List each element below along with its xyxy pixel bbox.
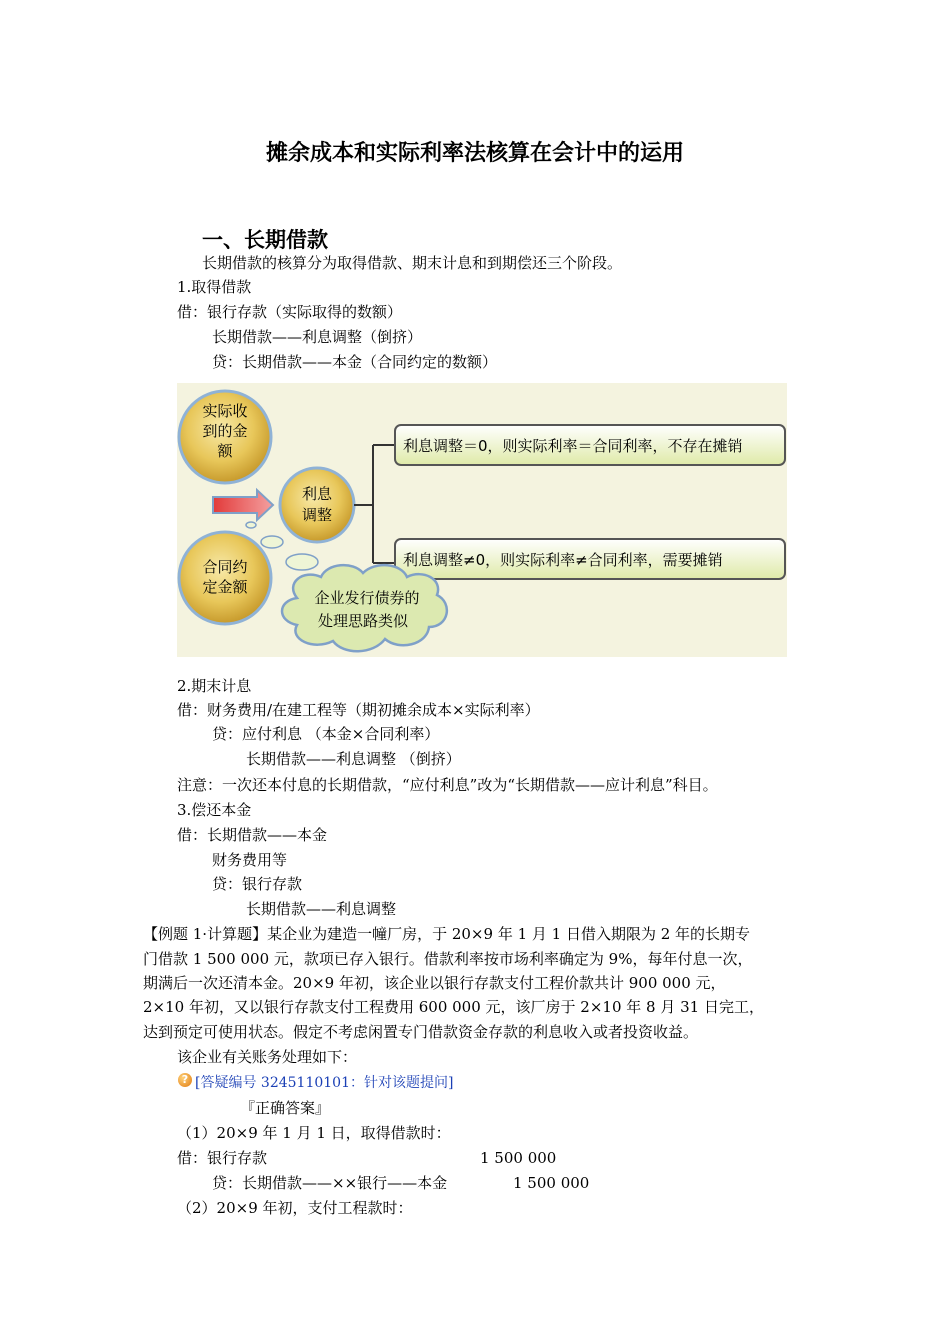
example-line: 达到预定可使用状态。假定不考虑闲置专门借款资金存款的利息收入或者投资收益。 xyxy=(143,1023,699,1041)
journal-line: 长期借款——利息调整 （倒挤） xyxy=(246,750,461,768)
box-top-text: 利息调整＝0，则实际利率＝合同利率，不存在摊销 xyxy=(403,437,743,455)
circle-top-line: 实际收 xyxy=(202,402,248,420)
circle-bottom-line: 合同约 xyxy=(202,558,248,576)
journal-line: 借：银行存款（实际取得的数额） xyxy=(177,303,403,321)
circle-top-line: 额 xyxy=(217,442,233,460)
journal-line: 借：长期借款——本金 xyxy=(177,826,328,844)
example-line: 2×10 年初，又以银行存款支付工程费用 600 000 元，该厂房于 2×10 年 8 月 31 日完工， xyxy=(143,998,764,1016)
document-title: 摊余成本和实际利率法核算在会计中的运用 xyxy=(265,141,684,166)
note-line: 注意：一次还本付息的长期借款，“应付利息”改为“长期借款——应计利息”科目。 xyxy=(177,776,718,794)
step3-heading: 3.偿还本金 xyxy=(177,801,252,819)
step2-heading: 2.期末计息 xyxy=(177,677,252,695)
circle-top-line: 到的金 xyxy=(202,422,248,440)
box-bottom-text: 利息调整≠0，则实际利率≠合同利率，需要摊销 xyxy=(403,551,723,569)
section-intro: 长期借款的核算分为取得借款、期末计息和到期偿还三个阶段。 xyxy=(202,254,623,272)
section-heading: 一、长期借款 xyxy=(202,228,328,252)
step1-heading: 1.取得借款 xyxy=(177,278,252,296)
center-line: 调整 xyxy=(301,506,333,524)
circle-bottom-line: 定金额 xyxy=(202,578,248,596)
handling-line: 该企业有关账务处理如下： xyxy=(177,1048,358,1066)
answer-step: （2）20×9 年初，支付工程款时： xyxy=(177,1199,413,1217)
example-line: 门借款 1 500 000 元，款项已存入银行。借款利率按市场利率确定为 9%，每年付息一次， xyxy=(143,950,753,968)
journal-line: 贷：应付利息 （本金×合同利率） xyxy=(212,725,440,743)
cloud-shape xyxy=(282,565,447,651)
answer-step: （1）20×9 年 1 月 1 日，取得借款时： xyxy=(177,1124,451,1142)
bubble-dot xyxy=(261,536,283,548)
journal-line: 贷：长期借款——本金（合同约定的数额） xyxy=(212,353,498,371)
interest-adjustment-circle xyxy=(280,468,354,542)
ask-question-link[interactable]: [答疑编号 3245110101：针对该题提问] xyxy=(195,1075,454,1091)
center-line: 利息 xyxy=(301,485,333,503)
answer-label: 『正确答案』 xyxy=(240,1099,331,1117)
journal-line: 借：财务费用/在建工程等（期初摊余成本×实际利率） xyxy=(177,701,540,719)
cloud-line: 处理思路类似 xyxy=(317,612,409,630)
journal-line: 长期借款——利息调整（倒挤） xyxy=(212,328,423,346)
amount: 1 500 000 xyxy=(480,1149,557,1167)
journal-line: 财务费用等 xyxy=(212,851,288,869)
example-line: 【例题 1·计算题】某企业为建造一幢厂房，于 20×9 年 1 月 1 日借入期限为 2 年的长期专 xyxy=(143,925,751,943)
question-icon[interactable]: ? xyxy=(178,1073,192,1087)
example-line: 期满后一次还清本金。20×9 年初，该企业以银行存款支付工程价款共计 900 000 元， xyxy=(143,974,726,992)
bubble-dot xyxy=(286,554,318,570)
interest-adjustment-diagram xyxy=(177,383,787,657)
journal-line: 长期借款——利息调整 xyxy=(246,900,397,918)
journal-line: 贷：银行存款 xyxy=(212,875,303,893)
journal-line: 贷：长期借款——××银行——本金 xyxy=(212,1174,448,1192)
amount: 1 500 000 xyxy=(513,1174,590,1192)
bubble-dot xyxy=(246,522,256,528)
cloud-line: 企业发行债券的 xyxy=(314,589,420,607)
journal-line: 借：银行存款 xyxy=(177,1149,268,1167)
